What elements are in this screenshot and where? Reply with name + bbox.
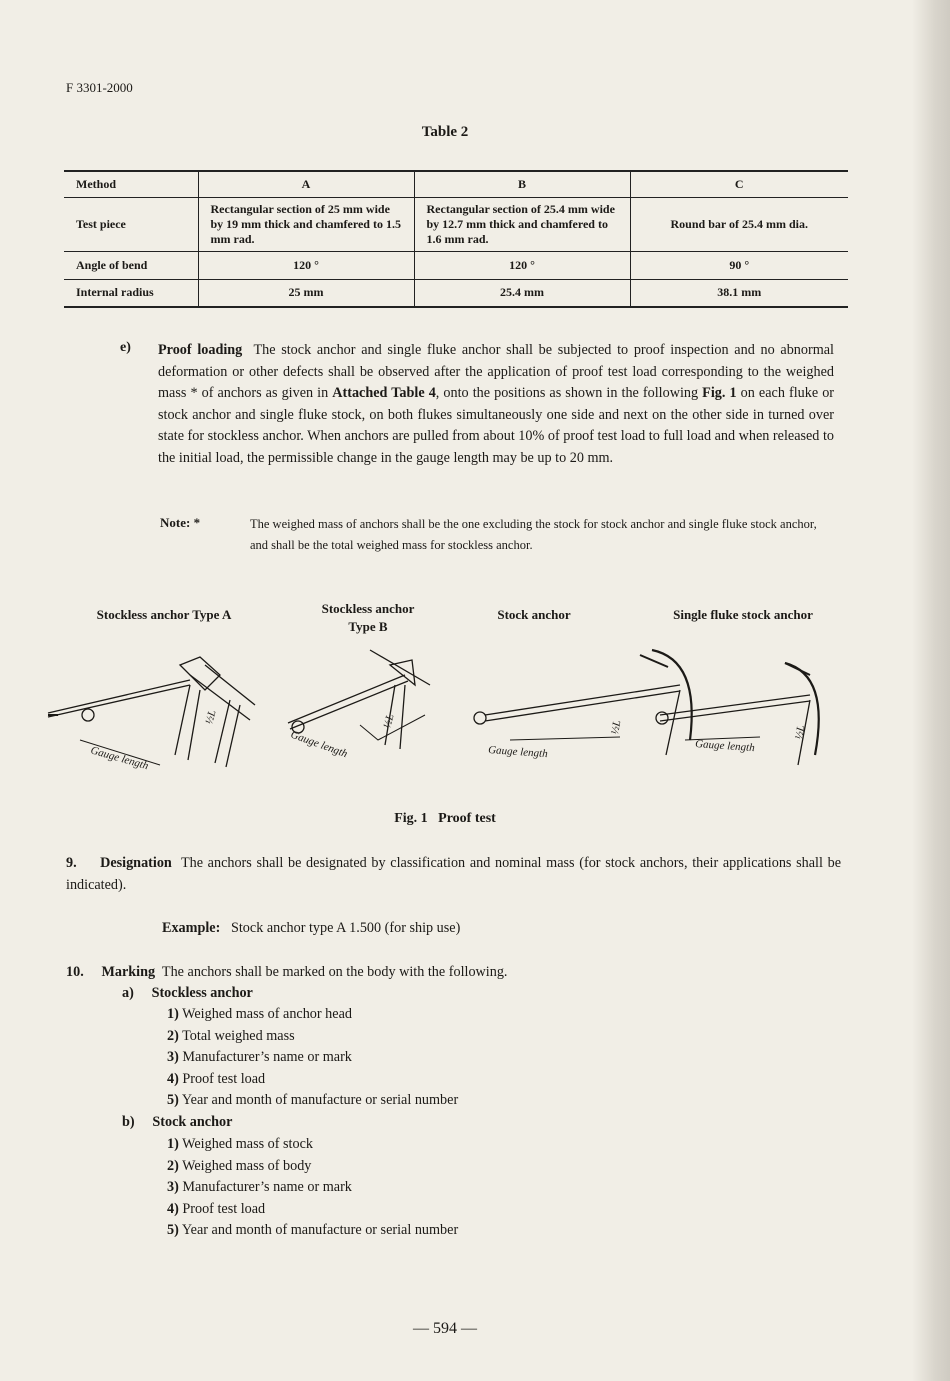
gauge-length-label-1: Gauge length: [89, 744, 150, 773]
marking-text: The anchors shall be marked on the body with the following.: [161, 964, 508, 980]
list-item: 2) Weighed mass of body: [167, 1157, 312, 1174]
designation-example: [162, 917, 937, 939]
figure-ref: Fig. 1: [702, 385, 737, 402]
figure-caption: [0, 811, 890, 827]
figure-label-stock: Stock anchor: [497, 607, 571, 622]
example-label: Example:: [162, 920, 221, 936]
marking-a-heading: [122, 983, 253, 1005]
marking-b-heading: [122, 1112, 232, 1134]
proof-loading-heading: Proof loading: [158, 342, 243, 358]
gauge-length-label-3: Gauge length: [487, 744, 549, 761]
page-edge-shadow: [912, 0, 950, 1381]
proof-loading-text: The stock anchor and single fluke anchor shall be subjected to proof inspection and no abnormal deformation or other defects shall be observed after the application of proof test load corresponding to the weighed mass * of anchors as given in: [158, 342, 834, 402]
table-row: [64, 251, 848, 279]
list-item: 3) Manufacturer’s name or mark: [167, 1049, 352, 1066]
marking-a-list: [167, 1004, 458, 1112]
list-item-text: Year and month of manufacture or serial number: [181, 1222, 459, 1239]
note-label: Note: *: [160, 515, 201, 530]
table-cell: 120 °: [198, 251, 414, 279]
table-cell: 25.4 mm: [414, 279, 630, 307]
list-marker: a): [122, 985, 134, 1001]
example-text: Stock anchor type A 1.500 (for ship use): [230, 920, 461, 936]
list-marker: b): [122, 1114, 135, 1130]
figure-caption-text: Proof test: [438, 811, 496, 826]
table-2: [64, 170, 848, 308]
table-header-cell: Method: [64, 171, 198, 197]
list-item: 1) Weighed mass of stock: [167, 1136, 313, 1152]
half-l-label-4: ½L: [793, 724, 808, 741]
marking-b-list: [167, 1134, 458, 1242]
list-item-text: Proof test load: [182, 1200, 266, 1217]
section-number: 9.: [66, 855, 77, 871]
standard-number: F 3301-2000: [66, 80, 133, 95]
gauge-length-label-4: Gauge length: [694, 738, 756, 755]
stock-anchor-drawing: [474, 650, 692, 755]
table-cell: Rectangular section of 25.4 mm wide by 12.7 mm thick and chamfered to 1.6 mm rad.: [414, 197, 630, 251]
designation-section: [66, 852, 841, 896]
list-item-text: Manufacturer’s name or mark: [182, 1179, 352, 1196]
marking-heading: Marking: [101, 964, 156, 980]
list-item: 1) Weighed mass of anchor head: [167, 1006, 352, 1022]
figure-label-stockless-a: Stockless anchor Type A: [96, 607, 232, 622]
half-l-label-3: ½L: [609, 719, 624, 736]
proof-loading-text: , onto the positions as shown in the following: [435, 385, 699, 402]
figure-label-stockless-b: Stockless anchor Type B: [321, 601, 415, 634]
list-item: 3) Manufacturer’s name or mark: [167, 1179, 352, 1196]
table-cell: Angle of bend: [64, 251, 198, 279]
table-cell: Rectangular section of 25 mm wide by 19 mm thick and chamfered to 1.5 mm rad.: [198, 197, 414, 251]
table-row: [64, 279, 848, 307]
attached-table-ref: Attached Table 4: [332, 385, 436, 402]
list-title: Stockless anchor: [151, 985, 253, 1001]
figure-number: Fig. 1: [394, 811, 428, 826]
page-number: — 594 —: [413, 1320, 477, 1337]
table-header-cell: A: [198, 171, 414, 197]
table-header-cell: C: [630, 171, 848, 197]
proof-loading-text: on each fluke or stock anchor and single fluke stock, on both flukes simultaneously one side and next on the other side in turned over state for stockless anchor. When anchors are pulled from about 10% of proof test load to full load and when released to the initial load, the permissible change in the gauge length may be up to 20 mm.: [158, 385, 835, 466]
table-cell: 25 mm: [198, 279, 414, 307]
stockless-anchor-a-drawing: [48, 657, 255, 767]
figure-label-single-fluke: Single fluke stock anchor: [673, 607, 813, 622]
list-item-text: Manufacturer’s name or mark: [182, 1049, 352, 1066]
table-cell: Internal radius: [64, 279, 198, 307]
half-l-label-2: ½L: [381, 712, 397, 730]
table-cell: 38.1 mm: [630, 279, 848, 307]
list-item-text: Proof test load: [182, 1070, 266, 1087]
list-item: 2) Total weighed mass: [167, 1027, 295, 1044]
list-item-text: Total weighed mass: [182, 1027, 295, 1044]
list-item: 5) Year and month of manufacture or serial number: [167, 1092, 459, 1109]
proof-loading-paragraph: [158, 340, 834, 470]
table-cell: 90 °: [630, 251, 848, 279]
table-header-row: [64, 171, 848, 197]
list-item: 4) Proof test load: [167, 1070, 266, 1087]
table-title: Table 2: [421, 124, 469, 140]
list-title: Stock anchor: [152, 1114, 233, 1130]
gauge-length-label-2: Gauge length: [288, 728, 350, 761]
list-item-text: Weighed mass of anchor head: [182, 1006, 352, 1022]
table-cell: Round bar of 25.4 mm dia.: [630, 197, 848, 251]
list-item-text: Weighed mass of body: [182, 1157, 312, 1174]
table-row: [64, 197, 848, 251]
list-item-text: Weighed mass of stock: [182, 1136, 313, 1152]
note-text: The weighed mass of anchors shall be the one excluding the stock for stock anchor and single fluke stock anchor, and shall be the total weighed mass for stockless anchor.: [250, 517, 817, 552]
list-item: 5) Year and month of manufacture or serial number: [167, 1222, 459, 1239]
list-item: 4) Proof test load: [167, 1200, 266, 1217]
section-number: 10.: [66, 964, 84, 980]
list-item-text: Year and month of manufacture or serial number: [181, 1092, 459, 1109]
item-marker-e: e): [120, 340, 131, 355]
proof-test-figure: [40, 645, 840, 795]
half-l-label-1: ½L: [203, 708, 219, 726]
table-header-cell: B: [414, 171, 630, 197]
table-cell: 120 °: [414, 251, 630, 279]
marking-section: [66, 961, 841, 983]
designation-heading: Designation: [100, 855, 172, 871]
table-cell: Test piece: [64, 197, 198, 251]
designation-text: The anchors shall be designated by classification and nominal mass (for stock anchors, their applications shall be indicated).: [66, 855, 841, 893]
